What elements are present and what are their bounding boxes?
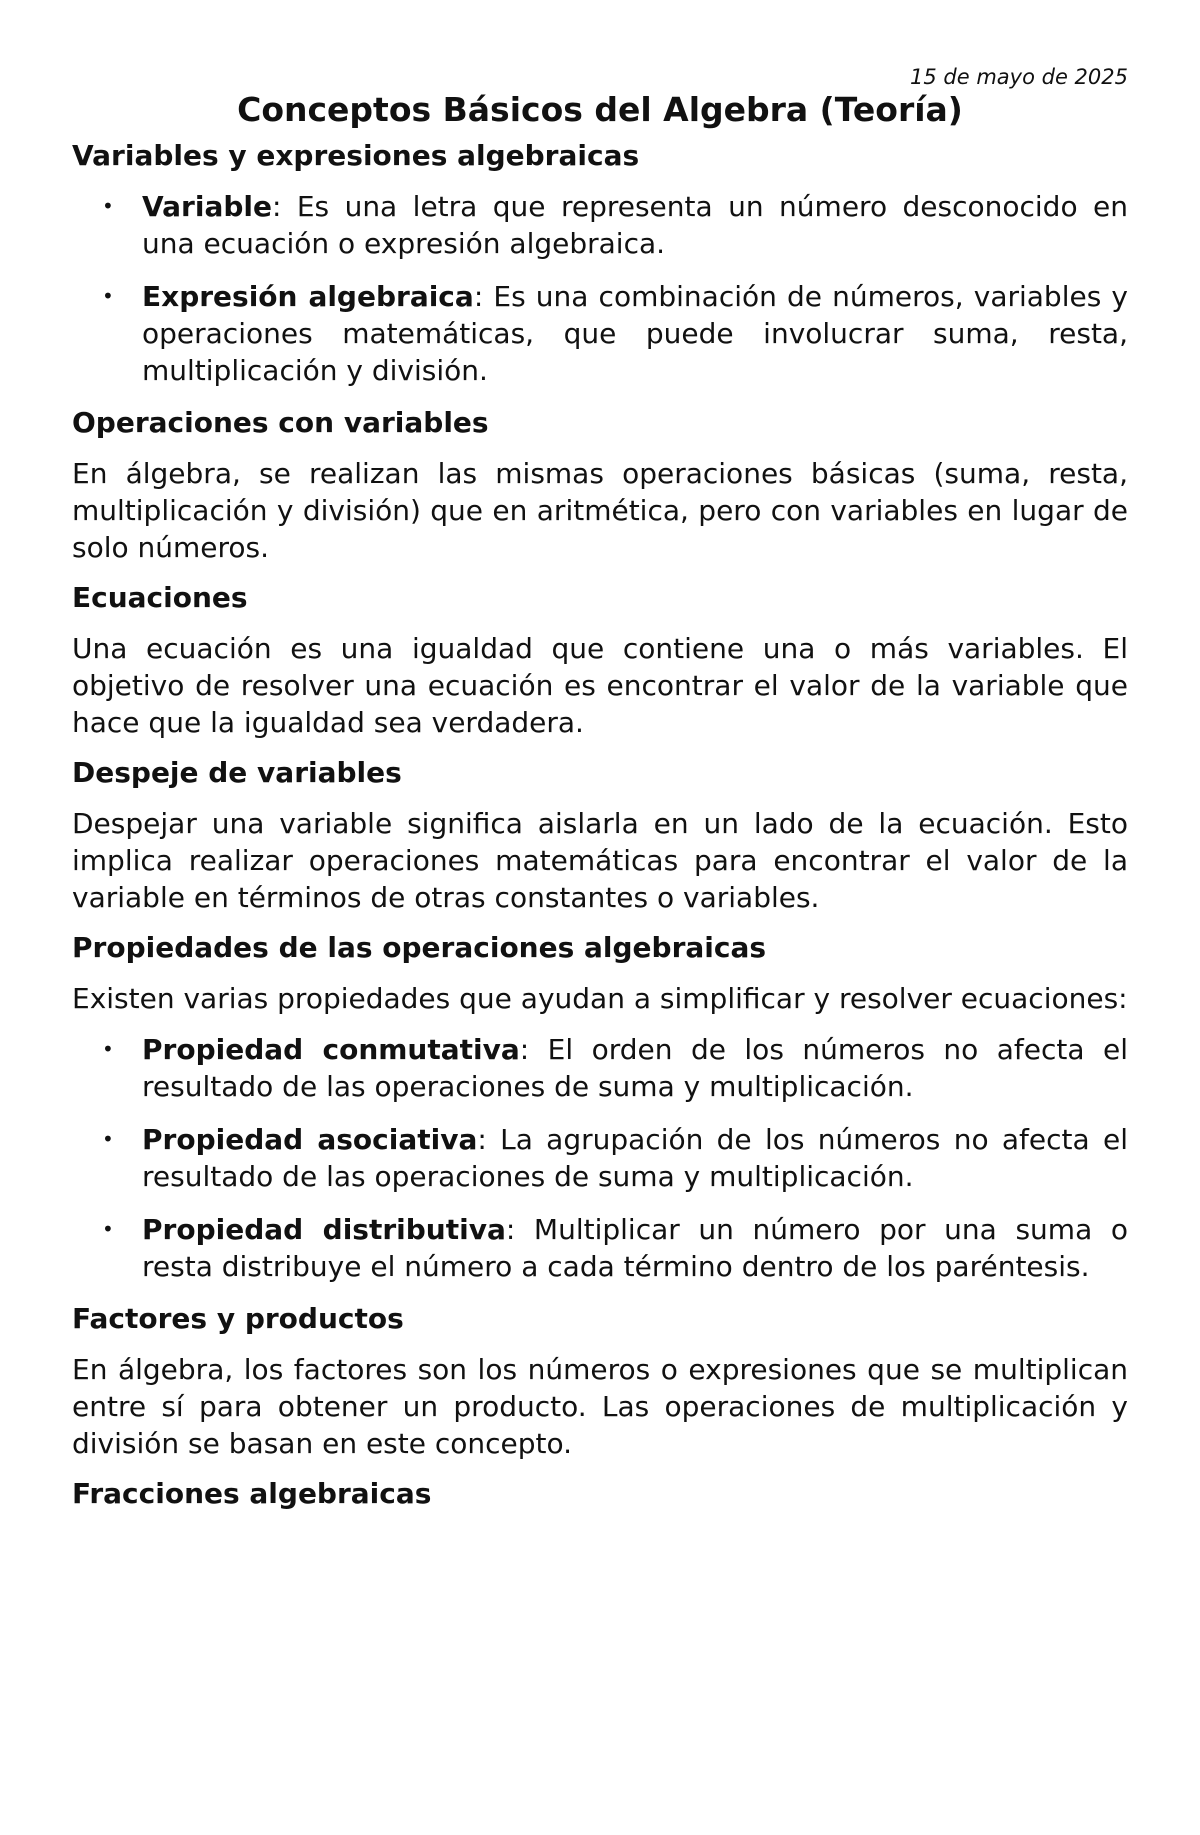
list-item — [72, 1211, 1128, 1285]
bullet-term: Variable — [142, 190, 272, 223]
bullet-text: : Es una combinación de números, variables y operaciones matemáticas, que puede involucrar suma, resta, multiplicación y división. — [142, 280, 1128, 387]
bullet-text: : Es una letra que representa un número desconocido en una ecuación o expresión algebraica. — [142, 190, 1128, 260]
section-heading-ecuaciones: Ecuaciones — [72, 581, 248, 614]
section-text-operaciones: En álgebra, se realizan las mismas operaciones básicas (suma, resta, multiplicación y división) que en aritmética, pero con variables en lugar de solo números. — [72, 457, 1128, 564]
bullet-list-variables — [72, 188, 1128, 389]
bullet-text: : El orden de los números no afecta el resultado de las operaciones de suma y multiplicación. — [142, 1033, 1128, 1103]
bullet-term: Expresión algebraica — [142, 280, 474, 313]
section-heading-variables: Variables y expresiones algebraicas — [72, 139, 640, 172]
bullet-text: : Multiplicar un número por una suma o resta distribuye el número a cada término dentro de los paréntesis. — [142, 1213, 1128, 1283]
bullet-icon: • — [102, 284, 114, 308]
bullet-term: Propiedad distributiva — [142, 1213, 506, 1246]
list-item — [72, 1121, 1128, 1195]
bullet-list-propiedades — [72, 1031, 1128, 1285]
section-text-factores: En álgebra, los factores son los números o expresiones que se multiplican entre sí para obtener un producto. Las operaciones de multiplicación y división se basan en este concepto. — [72, 1353, 1128, 1460]
section-text-propiedades: Existen varias propiedades que ayudan a simplificar y resolver ecuaciones: — [72, 982, 1128, 1015]
bullet-icon: • — [102, 1217, 114, 1241]
section-text-despeje: Despejar una variable significa aislarla en un lado de la ecuación. Esto implica realizar operaciones matemáticas para encontrar el valor de la variable en términos de otras constantes o variables. — [72, 807, 1128, 914]
document-date: 15 de mayo de 2025 — [910, 65, 1128, 89]
bullet-term: Propiedad conmutativa — [142, 1033, 520, 1066]
list-item — [72, 1031, 1128, 1105]
section-heading-propiedades: Propiedades de las operaciones algebraicas — [72, 931, 767, 964]
bullet-text: : La agrupación de los números no afecta el resultado de las operaciones de suma y multiplicación. — [142, 1123, 1128, 1193]
list-item — [72, 278, 1128, 389]
list-item — [72, 188, 1128, 262]
section-text-ecuaciones: Una ecuación es una igualdad que contiene una o más variables. El objetivo de resolver una ecuación es encontrar el valor de la variable que hace que la igualdad sea verdadera. — [72, 632, 1128, 739]
bullet-icon: • — [102, 1037, 114, 1061]
page-title: Conceptos Básicos del Algebra (Teoría) — [237, 90, 963, 129]
bullet-icon: • — [102, 1127, 114, 1151]
section-heading-fracciones: Fracciones algebraicas — [72, 1477, 432, 1510]
section-heading-despeje: Despeje de variables — [72, 756, 402, 789]
section-heading-factores: Factores y productos — [72, 1302, 404, 1335]
section-heading-operaciones: Operaciones con variables — [72, 406, 489, 439]
bullet-term: Propiedad asociativa — [142, 1123, 478, 1156]
bullet-icon: • — [102, 194, 114, 218]
